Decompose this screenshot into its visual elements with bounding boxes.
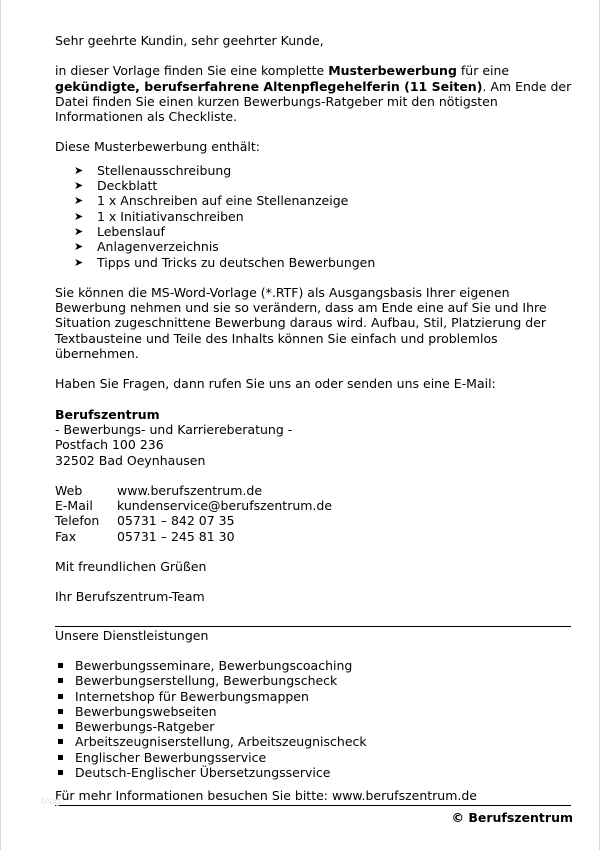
- arrow-bullet-icon: ➤: [74, 255, 84, 269]
- phone-number: 05731 – 842 07 35: [117, 513, 235, 529]
- intro-bold-musterbewerbung: Musterbewerbung: [328, 63, 457, 79]
- contact-label: Web: [55, 482, 83, 498]
- contact-block: [55, 483, 573, 544]
- services-heading: Unsere Dienstleistungen: [55, 627, 209, 643]
- list-item-label: Englischer Bewerbungsservice: [75, 749, 267, 765]
- contact-row-email: [55, 498, 573, 513]
- square-bullet-icon: [58, 678, 63, 683]
- contact-label: Fax: [55, 528, 77, 544]
- list-item: [55, 193, 573, 208]
- list-item: [55, 765, 573, 780]
- contact-row-fax: [55, 529, 573, 544]
- list-item: [55, 255, 573, 270]
- intro-text-2: für eine: [456, 63, 510, 79]
- divider: [55, 626, 571, 627]
- watermark: blog: [41, 797, 61, 807]
- list-item-label: Tipps und Tricks zu deutschen Bewerbungen: [97, 254, 376, 270]
- list-item: [55, 673, 573, 688]
- divider: [55, 805, 571, 806]
- intro-paragraph: [55, 63, 573, 124]
- list-item-label: Anlagenverzeichnis: [97, 239, 219, 255]
- city: 32502 Bad Oeynhausen: [55, 452, 206, 468]
- square-bullet-icon: [58, 770, 63, 775]
- email-link[interactable]: kundenservice@berufszentrum.de: [117, 498, 333, 514]
- template-paragraph: Sie können die MS-Word-Vorlage (*.RTF) als Ausgangsbasis Ihrer eigenen Bewerbung nehmen und sie so verändern, dass am Ende eine auf Sie und Ihre Situation zugeschnittene Bewerbung daraus wird. Aufbau, Stil, Platzierung der Textbausteine und Teile des Inhalts können Sie einfach und problemlos übernehmen.: [55, 284, 547, 362]
- list-item: [55, 704, 573, 719]
- arrow-bullet-icon: ➤: [74, 163, 84, 177]
- list-item: [55, 163, 573, 178]
- list-item: [55, 239, 573, 254]
- arrow-bullet-icon: ➤: [74, 179, 84, 193]
- company-name: Berufszentrum: [55, 406, 160, 422]
- list-item: [55, 658, 573, 673]
- contact-label: Telefon: [55, 513, 100, 529]
- closing: Mit freundlichen Grüßen: [55, 559, 207, 575]
- contents-list: [55, 163, 573, 270]
- services-list: [55, 658, 573, 780]
- list-item: [55, 689, 573, 704]
- intro-text-3: . Am Ende der Datei finden Sie einen kurzen Bewerbungs-Ratgeber mit den nötigsten Informationen als Checkliste.: [55, 78, 572, 125]
- company-tagline: - Bewerbungs- und Karriereberatung -: [55, 421, 293, 437]
- arrow-bullet-icon: ➤: [74, 224, 84, 238]
- arrow-bullet-icon: ➤: [74, 240, 84, 254]
- list-item: [55, 734, 573, 749]
- square-bullet-icon: [58, 694, 63, 699]
- fax-number: 05731 – 245 81 30: [117, 528, 235, 544]
- square-bullet-icon: [58, 755, 63, 760]
- list-item: [55, 750, 573, 765]
- square-bullet-icon: [58, 739, 63, 744]
- list-item-label: Bewerbungserstellung, Bewerbungscheck: [75, 673, 338, 689]
- contact-row-phone: [55, 513, 573, 528]
- signature: Ihr Berufszentrum-Team: [55, 589, 205, 605]
- list-item: [55, 719, 573, 734]
- contact-row-web: [55, 483, 573, 498]
- list-item-label: Bewerbungs-Ratgeber: [75, 719, 215, 735]
- intro-text-1: in dieser Vorlage finden Sie eine komplette: [55, 63, 329, 79]
- list-item-label: Deutsch-Englischer Übersetzungsservice: [75, 764, 331, 780]
- list-item-label: Bewerbungswebseiten: [75, 703, 217, 719]
- list-item-label: Stellenausschreibung: [97, 162, 232, 178]
- arrow-bullet-icon: ➤: [74, 209, 84, 223]
- questions-line: Haben Sie Fragen, dann rufen Sie uns an oder senden uns eine E-Mail:: [55, 376, 496, 392]
- web-link[interactable]: www.berufszentrum.de: [117, 482, 263, 498]
- list-item-label: Arbeitszeugniserstellung, Arbeitszeugnischeck: [75, 734, 367, 750]
- square-bullet-icon: [58, 709, 63, 714]
- list-item-label: Lebenslauf: [97, 223, 165, 239]
- list-item-label: 1 x Anschreiben auf eine Stellenanzeige: [97, 193, 349, 209]
- footer: [55, 810, 573, 825]
- list-item: [55, 224, 573, 239]
- square-bullet-icon: [58, 724, 63, 729]
- square-bullet-icon: [58, 663, 63, 668]
- greeting: Sehr geehrte Kundin, sehr geehrter Kunde,: [55, 33, 324, 48]
- list-item-label: 1 x Initiativanschreiben: [97, 208, 244, 224]
- list-item-label: Bewerbungsseminare, Bewerbungscoaching: [75, 657, 353, 673]
- list-item-label: Deckblatt: [97, 178, 158, 194]
- copyright-text: © Berufszentrum: [451, 809, 573, 825]
- list-item: [55, 209, 573, 224]
- po-box: Postfach 100 236: [55, 437, 164, 453]
- arrow-bullet-icon: ➤: [74, 194, 84, 208]
- list-item-label: Internetshop für Bewerbungsmappen: [75, 688, 309, 704]
- intro-bold-position: gekündigte, berufserfahrene Altenpflegehelferin (11 Seiten): [55, 78, 483, 94]
- list-item: [55, 178, 573, 193]
- contact-label: E-Mail: [55, 498, 93, 514]
- contents-heading: Diese Musterbewerbung enthält:: [55, 139, 260, 155]
- more-info-line: Für mehr Informationen besuchen Sie bitte: www.berufszentrum.de: [55, 788, 477, 804]
